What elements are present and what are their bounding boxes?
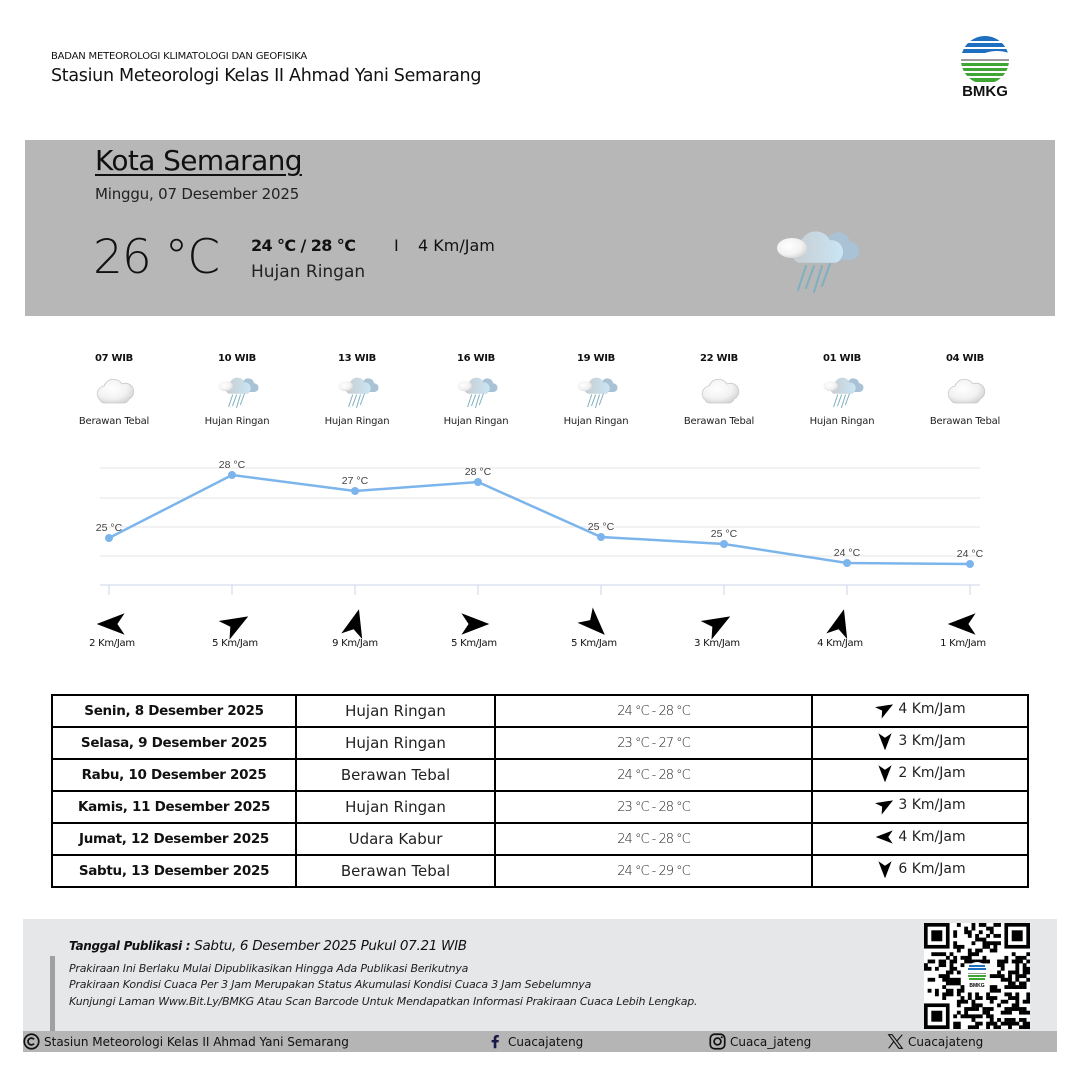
hourly-item <box>302 353 412 427</box>
light-rain-icon <box>820 370 864 414</box>
wind-speed: 5 Km/Jam <box>451 638 497 649</box>
facebook-icon <box>487 1033 504 1050</box>
data-point[interactable] <box>351 487 359 495</box>
data-label: 28 °C <box>464 466 492 478</box>
note-line: Prakiraan Ini Berlaku Mulai Dipublikasikan Hingga Ada Publikasi Berikutnya <box>69 962 469 975</box>
hour-time: 01 WIB <box>823 353 861 364</box>
hour-time: 10 WIB <box>218 353 256 364</box>
station-name: Stasiun Meteorologi Kelas II Ahmad Yani Semarang <box>51 66 482 86</box>
wind-direction-arrow-icon <box>945 606 981 642</box>
wind-item <box>549 606 639 649</box>
wind-speed: 4 Km/Jam <box>817 638 863 649</box>
overcast-icon <box>943 370 987 414</box>
wind-direction-arrow-icon <box>874 794 896 816</box>
hour-time: 16 WIB <box>457 353 495 364</box>
wind-direction-arrow-icon <box>874 826 896 848</box>
publication-value: Sabtu, 6 Desember 2025 Pukul 07.21 WIB <box>194 938 467 954</box>
light-rain-icon <box>574 370 618 414</box>
day-cell: Rabu, 10 Desember 2025 <box>52 759 296 791</box>
wind-direction-arrow-icon <box>456 606 492 642</box>
bmkg-emblem-icon <box>958 34 1012 84</box>
copyright-icon <box>23 1033 40 1050</box>
instagram-icon <box>709 1033 726 1050</box>
condition-cell: Hujan Ringan <box>296 695 495 727</box>
hourly-item <box>59 353 169 427</box>
wind-item <box>918 606 1008 649</box>
hour-time: 22 WIB <box>700 353 738 364</box>
wind-direction-arrow-icon <box>874 858 896 880</box>
qr-code[interactable] <box>924 923 1030 1029</box>
current-date: Minggu, 07 Desember 2025 <box>95 185 300 203</box>
wind-direction-arrow-icon <box>94 606 130 642</box>
hourly-item <box>664 353 774 427</box>
light-rain-icon <box>215 370 259 414</box>
instagram-link[interactable] <box>709 1033 811 1050</box>
x-handle: Cuacajateng <box>908 1034 984 1049</box>
x-link[interactable] <box>887 1033 983 1050</box>
qr-code-icon <box>924 923 1030 1029</box>
data-point[interactable] <box>105 534 113 542</box>
wind-direction-arrow-icon <box>874 762 896 784</box>
hour-time: 07 WIB <box>95 353 133 364</box>
data-label: 25 °C <box>710 528 738 540</box>
city-title[interactable]: Kota Semarang <box>95 144 302 177</box>
wind-cell <box>812 855 1028 887</box>
footer-accent-bar <box>50 956 55 1031</box>
wind-speed: 3 Km/Jam <box>898 797 966 813</box>
current-wind-speed: 4 Km/Jam <box>418 236 495 255</box>
condition-cell: Udara Kabur <box>296 823 495 855</box>
data-point[interactable] <box>843 559 851 567</box>
publication-date <box>69 938 467 954</box>
overcast-icon <box>92 370 136 414</box>
current-weather-panel <box>25 140 1055 316</box>
agency-name: BADAN METEOROLOGI KLIMATOLOGI DAN GEOFISIKA <box>51 51 308 62</box>
data-point[interactable] <box>720 540 728 548</box>
footer-info <box>23 919 1057 1031</box>
wind-direction-arrow-icon <box>874 730 896 752</box>
condition-cell: Berawan Tebal <box>296 759 495 791</box>
temperature-range-cell: 24 °C - 28 °C <box>495 823 812 855</box>
wind-speed: 4 Km/Jam <box>898 829 966 845</box>
hour-time: 13 WIB <box>338 353 376 364</box>
wind-cell <box>812 727 1028 759</box>
data-label: 27 °C <box>341 475 369 487</box>
instagram-handle: Cuaca_jateng <box>730 1034 812 1049</box>
table-row <box>52 823 1028 855</box>
publication-label: Tanggal Publikasi : <box>69 939 195 953</box>
hourly-item <box>182 353 292 427</box>
hourly-item <box>787 353 897 427</box>
wind-item <box>672 606 762 649</box>
condition-cell: Hujan Ringan <box>296 727 495 759</box>
wind-speed: 3 Km/Jam <box>694 638 740 649</box>
table-row <box>52 759 1028 791</box>
wind-speed: 6 Km/Jam <box>898 861 966 877</box>
day-cell: Selasa, 9 Desember 2025 <box>52 727 296 759</box>
wind-speed: 2 Km/Jam <box>898 765 966 781</box>
data-label: 24 °C <box>833 547 861 559</box>
note-line: Prakiraan Kondisi Cuaca Per 3 Jam Merupakan Status Akumulasi Kondisi Cuaca 3 Jam Sebelumnya <box>69 978 592 991</box>
wind-cell <box>812 759 1028 791</box>
data-label: 28 °C <box>218 459 246 471</box>
copyright <box>23 1033 349 1050</box>
copyright-text: Stasiun Meteorologi Kelas II Ahmad Yani Semarang <box>44 1034 349 1049</box>
wind-speed: 3 Km/Jam <box>898 733 966 749</box>
wind-direction-arrow-icon <box>874 698 896 720</box>
day-cell: Jumat, 12 Desember 2025 <box>52 823 296 855</box>
facebook-link[interactable] <box>487 1033 583 1050</box>
hourly-item <box>541 353 651 427</box>
wind-direction-arrow-icon <box>699 606 735 642</box>
wind-direction-arrow-icon <box>822 606 858 642</box>
overcast-icon <box>697 370 741 414</box>
wind-item <box>310 606 400 649</box>
bmkg-logo <box>958 34 1012 104</box>
data-label: 25 °C <box>95 522 123 534</box>
data-point[interactable] <box>228 471 236 479</box>
data-point[interactable] <box>597 533 605 541</box>
wind-direction-arrow-icon <box>217 606 253 642</box>
wind-item <box>795 606 885 649</box>
wind-direction-arrow-icon <box>337 606 373 642</box>
data-point[interactable] <box>474 478 482 486</box>
light-rain-icon <box>770 220 860 300</box>
current-temperature: 26 °C <box>93 230 220 285</box>
hour-condition: Berawan Tebal <box>78 416 150 427</box>
hour-condition: Berawan Tebal <box>929 416 1001 427</box>
note-line: Kunjungi Laman Www.Bit.Ly/BMKG Atau Scan Barcode Untuk Mendapatkan Informasi Prakiraan Cuaca Lebih Lengkap. <box>69 995 698 1008</box>
separator: I <box>394 236 399 255</box>
table-row <box>52 791 1028 823</box>
temperature-range-cell: 24 °C - 29 °C <box>495 855 812 887</box>
wind-speed: 9 Km/Jam <box>332 638 378 649</box>
day-cell: Sabtu, 13 Desember 2025 <box>52 855 296 887</box>
svg-text:BMKG: BMKG <box>969 983 985 989</box>
wind-speed: 2 Km/Jam <box>89 638 135 649</box>
data-point[interactable] <box>966 560 974 568</box>
facebook-handle: Cuacajateng <box>508 1034 584 1049</box>
table-row <box>52 727 1028 759</box>
wind-speed: 5 Km/Jam <box>571 638 617 649</box>
wind-speed: 1 Km/Jam <box>940 638 986 649</box>
wind-item <box>67 606 157 649</box>
condition-cell: Hujan Ringan <box>296 791 495 823</box>
day-cell: Senin, 8 Desember 2025 <box>52 695 296 727</box>
x-icon <box>887 1033 904 1050</box>
data-label: 24 °C <box>956 548 984 560</box>
hour-condition: Berawan Tebal <box>683 416 755 427</box>
data-label: 25 °C <box>587 521 615 533</box>
wind-speed: 4 Km/Jam <box>898 701 966 717</box>
table-row <box>52 855 1028 887</box>
day-cell: Kamis, 11 Desember 2025 <box>52 791 296 823</box>
light-rain-icon <box>335 370 379 414</box>
wind-speed: 5 Km/Jam <box>212 638 258 649</box>
wind-item <box>190 606 280 649</box>
hour-condition: Hujan Ringan <box>809 416 875 427</box>
wind-cell <box>812 695 1028 727</box>
wind-direction-arrow-icon <box>576 606 612 642</box>
daily-forecast-table <box>51 694 1029 888</box>
wind-cell <box>812 823 1028 855</box>
min-max-temperature: 24 °C / 28 °C <box>251 236 356 255</box>
hourly-item <box>421 353 531 427</box>
table-row <box>52 695 1028 727</box>
bmkg-logo-text: BMKG <box>962 83 1008 100</box>
wind-cell <box>812 791 1028 823</box>
hour-condition: Hujan Ringan <box>204 416 270 427</box>
temperature-range-cell: 23 °C - 28 °C <box>495 791 812 823</box>
hourly-item <box>910 353 1020 427</box>
hour-condition: Hujan Ringan <box>443 416 509 427</box>
hour-condition: Hujan Ringan <box>563 416 629 427</box>
temperature-range-cell: 24 °C - 28 °C <box>495 695 812 727</box>
condition-cell: Berawan Tebal <box>296 855 495 887</box>
hour-condition: Hujan Ringan <box>324 416 390 427</box>
hour-time: 19 WIB <box>577 353 615 364</box>
hour-time: 04 WIB <box>946 353 984 364</box>
wind-item <box>429 606 519 649</box>
temperature-line-chart <box>90 450 990 600</box>
current-condition: Hujan Ringan <box>251 262 366 282</box>
temperature-range-cell: 23 °C - 27 °C <box>495 727 812 759</box>
bottom-bar <box>23 1031 1057 1052</box>
light-rain-icon <box>454 370 498 414</box>
temperature-range-cell: 24 °C - 28 °C <box>495 759 812 791</box>
